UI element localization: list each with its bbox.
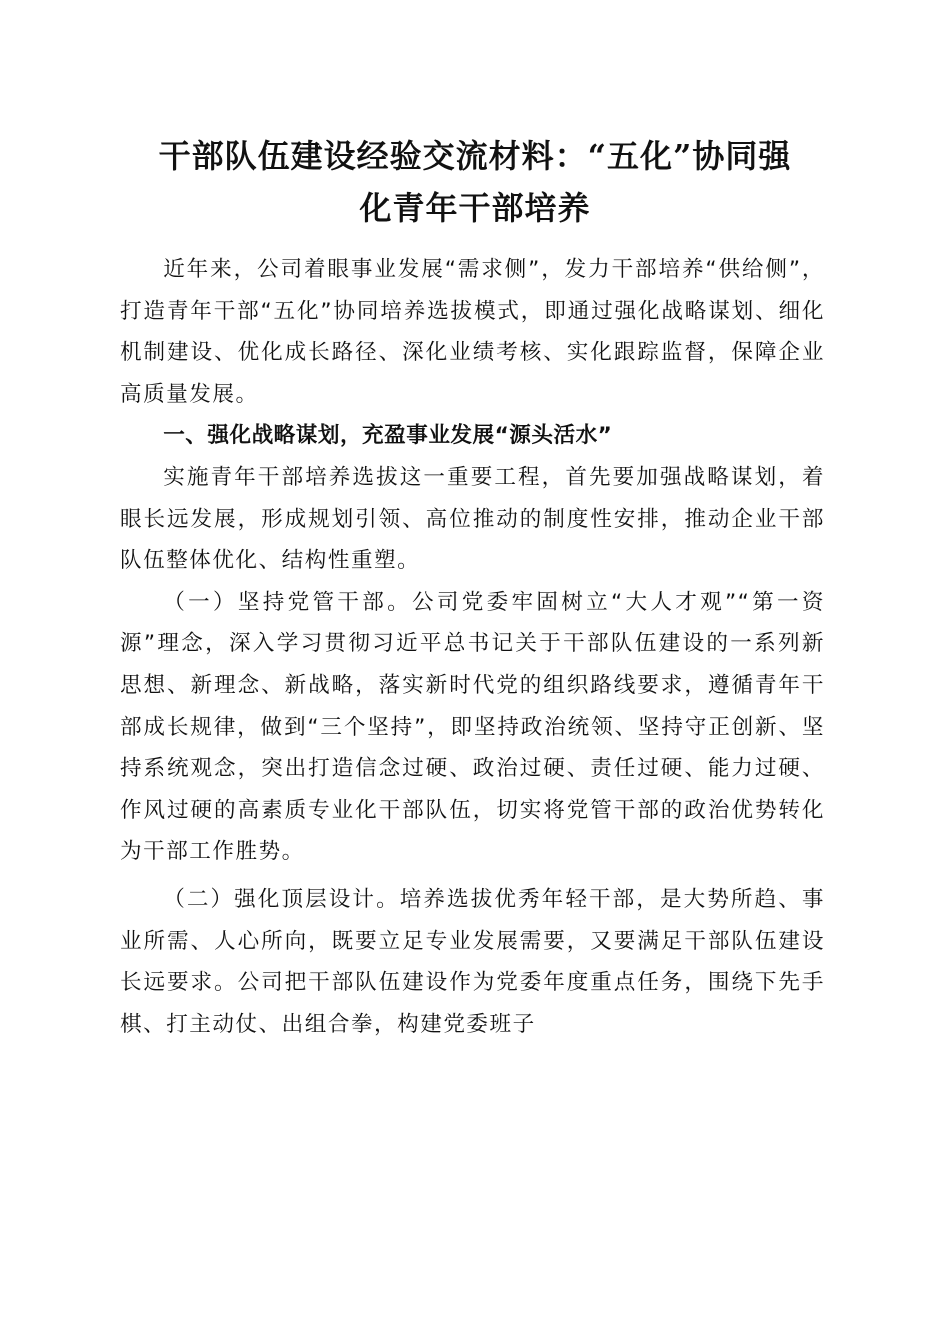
subsection-2-paragraph xyxy=(120,879,825,1045)
document-body xyxy=(120,249,825,1045)
title-line-1: 干部队伍建设经验交流材料：“五化”协同强 xyxy=(158,137,792,175)
document-title xyxy=(110,130,840,234)
subsection-1-lead: （一）坚持党管干部。 xyxy=(163,589,412,615)
subsection-2-lead: （二）强化顶层设计。 xyxy=(163,886,400,912)
subsection-1-text: 公司党委牢固树立“大人才观”“第一资源”理念，深入学习贯彻习近平总书记关于干部队伍建设的一系列新思想、新理念、新战略，落实新时代党的组织路线要求，遵循青年干部成长规律，做到“三个坚持”，即坚持政治统领、坚持守正创新、坚持系统观念，突出打造信念过硬、政治过硬、责任过硬、能力过硬、作风过硬的高素质专业化干部队伍，切实将党管干部的政治优势转化为干部工作胜势。 xyxy=(120,589,825,865)
section-1-heading: 一、强化战略谋划，充盈事业发展“源头活水” xyxy=(163,423,613,449)
intro-paragraph: 近年来，公司着眼事业发展“需求侧”，发力干部培养“供给侧”，打造青年干部“五化”协同培养选拔模式，即通过强化战略谋划、细化机制建设、优化成长路径、深化业绩考核、实化跟踪监督，保障企业高质量发展。 xyxy=(120,257,825,407)
subsection-1-paragraph xyxy=(120,582,825,873)
subsection-2-text: 培养选拔优秀年轻干部，是大势所趋、事业所需、人心所向，既要立足专业发展需要，又要满足干部队伍建设长远要求。公司把干部队伍建设作为党委年度重点任务，围绕下先手棋、打主动仗、出组合拳，构建党委班子 xyxy=(120,886,825,1037)
title-line-2: 化青年干部培养 xyxy=(359,189,591,227)
section-1-intro-paragraph: 实施青年干部培养选拔这一重要工程，首先要加强战略谋划，着眼长远发展，形成规划引领、高位推动的制度性安排，推动企业干部队伍整体优化、结构性重塑。 xyxy=(120,464,825,574)
